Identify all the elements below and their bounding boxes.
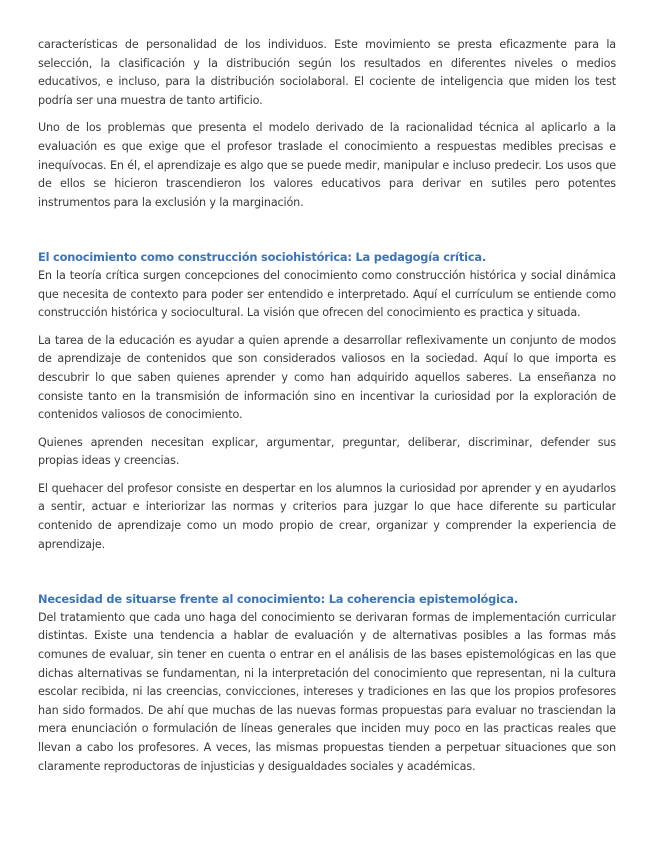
section1-paragraph-1: En la teoría crítica surgen concepciones del conocimiento como construcción histórica y social dinámica que necesita de contexto para poder ser entendido e interpretado. Aquí el currículum se entiende como construcción histórica y sociocultural. La visión que ofrecen del conocimiento es practica y situada. (38, 268, 616, 320)
section1-paragraph-4: El quehacer del profesor consiste en despertar en los alumnos la curiosidad por aprender y en ayudarlos a sentir, actuar e interiorizar las normas y criterios para juzgar lo que hace diferente su particular contenido de aprendizaje como un modo propio de crear, organizar y comprender la experiencia de aprendizaje. (38, 481, 616, 551)
section1-paragraph-3: Quienes aprenden necesitan explicar, argumentar, preguntar, deliberar, discriminar, defender sus propias ideas y creencias. (38, 435, 616, 468)
section2-paragraph-1: Del tratamiento que cada uno haga del conocimiento se derivaran formas de implementación curricular distintas. Existe una tendencia a hablar de evaluación y de alternativas posibles a las formas más comunes de evaluar, sin tener en cuenta o entrar en el análisis de las bases epistemológicas en las que dichas alternativas se fundamentan, ni la interpretación del conocimiento que representan, ni la cultura escolar recibida, ni las creencias, convicciones, intereses y tradiciones en las que los propios profesores han sido formados. De ahí que muchas de las nuevas formas propuestas para evaluar no trasciendan la mera enunciación o formulación de líneas generales que inciden muy poco en las practicas reales que llevan a cabo los profesores. A veces, las mismas propuestas tienden a perpetuar situaciones que son claramente reproductoras de injusticias y desigualdades sociales y académicas. (38, 610, 616, 773)
document-page (38, 36, 616, 776)
intro-paragraph-1: características de personalidad de los individuos. Este movimiento se presta eficazmente para la selección, la clasificación y la distribución según los resultados en diferentes niveles o medios educativos, e incluso, para la distribución sociolaboral. El cociente de inteligencia que miden los test podría ser una muestra de tanto artificio. (38, 38, 616, 107)
section-heading-coherencia-epistemologica: Necesidad de situarse frente al conocimiento: La coherencia epistemológica. (38, 592, 518, 607)
section1-paragraph-2: La tarea de la educación es ayudar a quien aprende a desarrollar reflexivamente un conjunto de modos de aprendizaje de contenidos que son considerados valiosos en la sociedad. Aquí lo que importa es descubrir lo que saben quienes aprender y como han adquirido aquellos saberes. La enseñanza no consiste tanto en la transmisión de información sino en incentivar la curiosidad por la exploración de contenidos valiosos de conocimiento. (38, 333, 616, 422)
intro-paragraph-2: Uno de los problemas que presenta el modelo derivado de la racionalidad técnica al aplicarlo a la evaluación es que exige que el profesor traslade el conocimiento a respuestas medibles precisas e inequívocas. En él, el aprendizaje es algo que se puede medir, manipular e incluso predecir. Los usos que de ellos se hicieron trascendieron los valores educativos para derivar en sutiles pero potentes instrumentos para la exclusión y la marginación. (38, 121, 616, 209)
section-heading-pedagogia-critica: El conocimiento como construcción sociohistórica: La pedagogía crítica. (38, 250, 486, 265)
